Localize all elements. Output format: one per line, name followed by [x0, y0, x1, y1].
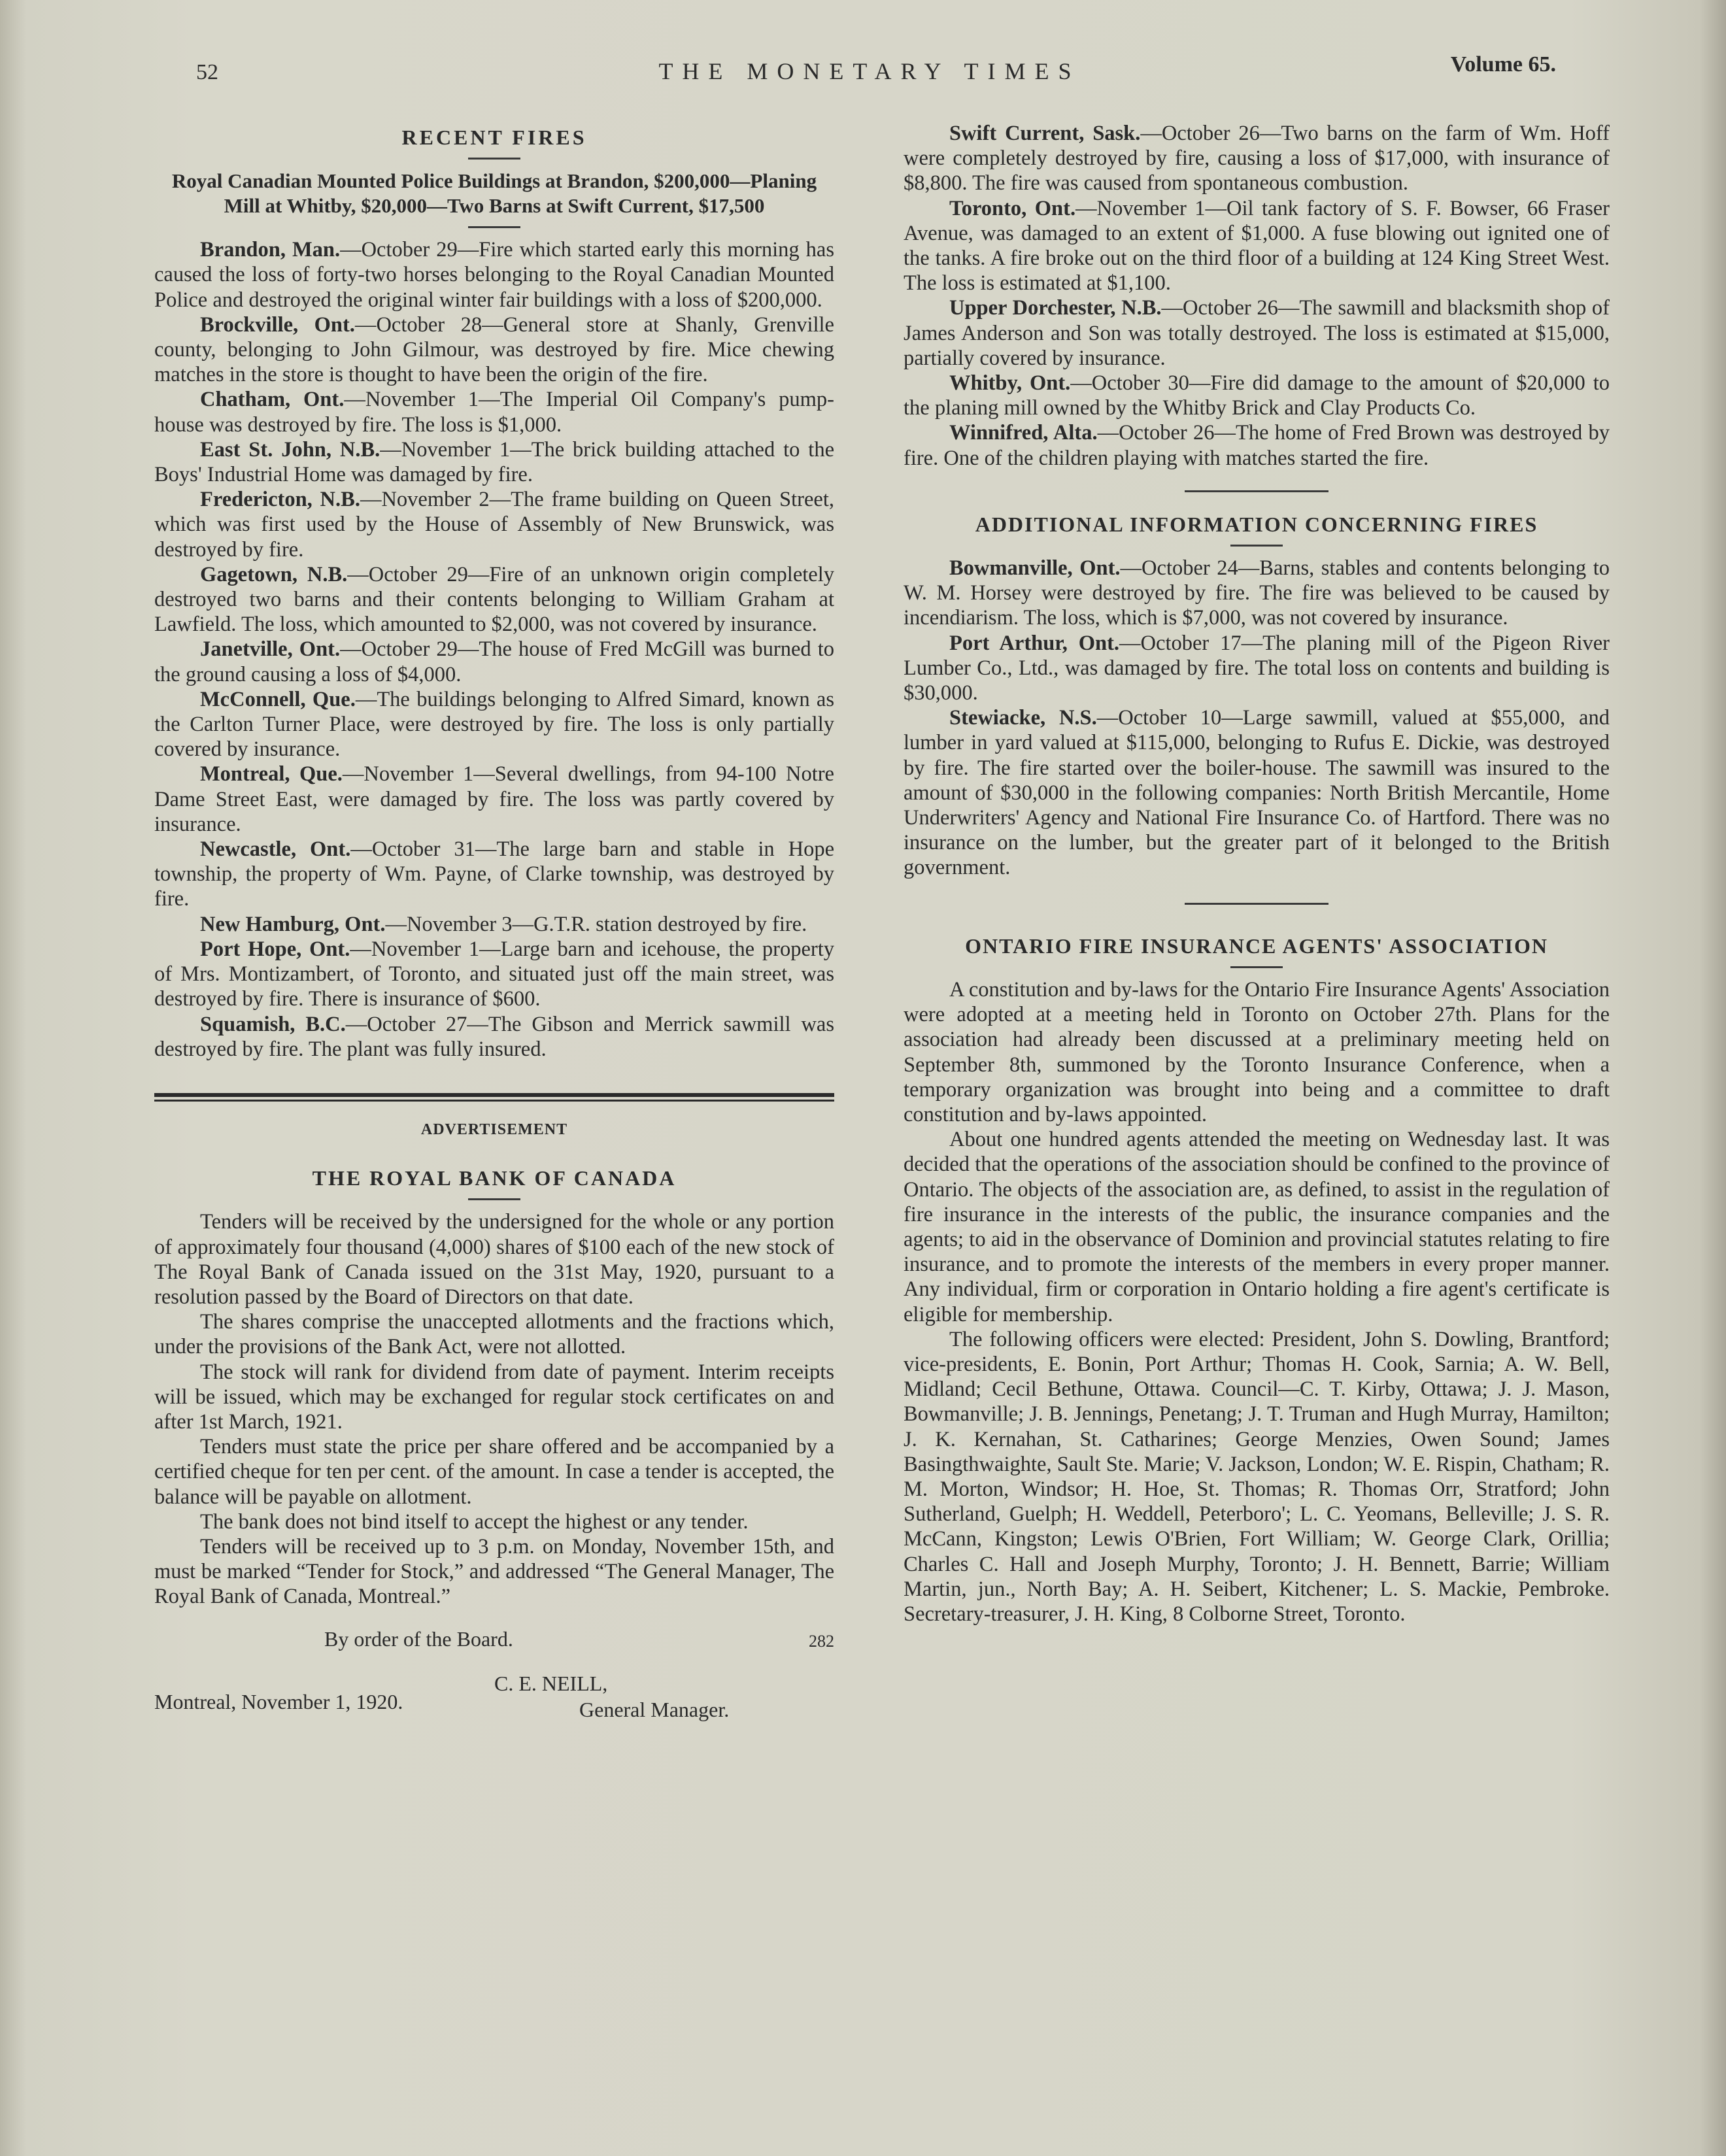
- report-text: —October 29—The house of Fred McGill was burned to the ground causing a loss of $4,000.: [154, 637, 834, 686]
- right-column: [904, 121, 1610, 1626]
- report-place: Janetville, Ont.: [200, 637, 341, 662]
- report-text: —October 29—Fire which started early this morning has caused the loss of forty-two horses belonging to the Royal Canadian Mounted Police and destroyed the original winter fair buildings with a loss of $200,000.: [154, 238, 834, 312]
- report-text: —October 28—General store at Shanly, Grenville county, belonging to John Gilmour, was destroyed by fire. Mice chewing matches in the store is thought to have been the origin of the fire.: [154, 312, 834, 387]
- report-place: Whitby, Ont.: [949, 371, 1071, 396]
- report-text: —October 29—Fire of an unknown origin completely destroyed two barns and their contents belonging to William Graham at Lawfield. The loss, which amounted to $2,000, was not covered by insurance.: [154, 562, 834, 637]
- fire-report: [904, 196, 1610, 296]
- report-place: Bowmanville, Ont.: [949, 556, 1121, 581]
- report-place: Port Hope, Ont.: [200, 937, 350, 961]
- section-divider: [1185, 490, 1328, 492]
- fire-reports-list: [154, 237, 834, 1062]
- fire-reports-continued: [904, 121, 1610, 471]
- left-column: [154, 121, 834, 1731]
- report-place: New Hamburg, Ont.: [200, 912, 386, 936]
- section-double-rule: [154, 1093, 834, 1102]
- page-header: [157, 52, 1582, 92]
- report-place: Squamish, B.C.: [200, 1012, 346, 1036]
- report-text: —November 1—Large barn and icehouse, the property of Mrs. Montizambert, of Toronto, and situated just off the main street, was destroyed by fire. There is insurance of $600.: [154, 937, 834, 1011]
- report-place: Newcastle, Ont.: [200, 837, 351, 862]
- fire-report: [904, 420, 1610, 470]
- advertisement-signoff: [154, 1626, 834, 1731]
- report-text: —October 31—The large barn and stable in Hope township, the property of Wm. Payne, of Clarke township, was destroyed by fire.: [154, 837, 834, 911]
- page-number: 52: [196, 60, 218, 84]
- divider: [1230, 966, 1283, 968]
- ad-number: 282: [809, 1631, 834, 1651]
- signer-title: General Manager.: [579, 1697, 730, 1721]
- fire-report: [154, 1012, 834, 1062]
- volume-label: Volume 65.: [1450, 52, 1556, 76]
- report-place: Upper Dorchester, N.B.: [949, 296, 1162, 320]
- report-place: Swift Current, Sask.: [949, 122, 1141, 145]
- report-text: —October 24—Barns, stables and contents belonging to W. M. Horsey were destroyed by fire. The fire was believed to be caused by incendiarism. The loss, which is $7,000, was not covered by insurance.: [904, 556, 1610, 630]
- report-text: —October 10—Large sawmill, valued at $55,000, and lumber in yard valued at $115,000, belonging to Rufus E. Dickie, was destroyed by fire. The fire started over the boiler-house. The sawmill was insured to the amount of $30,000 in the following companies: North British Mercantile, Home Underwriters' Agency and National Fire Insurance Co. of Hartford. There was no insurance on the lumber, but the greater part of it belonged to the British government.: [904, 706, 1610, 880]
- advertisement-title: THE ROYAL BANK OF CANADA: [312, 1166, 677, 1190]
- ontario-association-section: [904, 934, 1610, 1626]
- fire-report: [154, 437, 834, 487]
- paper-title: THE MONETARY TIMES: [658, 58, 1081, 84]
- fire-report: [154, 312, 834, 388]
- recent-fires-heading: RECENT FIRES: [401, 126, 587, 149]
- ad-paragraph: Tenders will be received by the undersigned for the whole or any portion of approximately four thousand (4,000) shares of $100 each of the new stock of The Royal Bank of Canada issued on the 31st May, 1920, pursuant to a resolution passed by the Board of Directors on that date.: [154, 1210, 834, 1309]
- report-text: —November 1—Oil tank factory of S. F. Bowser, 66 Fraser Avenue, was damaged to an extent of $1,000. A fuse blowing out ignited one of the tanks. A fire broke out on the third floor of a building at 124 King Street West. The loss is estimated at $1,100.: [904, 196, 1610, 295]
- additional-info-heading: ADDITIONAL INFORMATION CONCERNING FIRES: [975, 512, 1538, 536]
- report-text: —October 17—The planing mill of the Pigeon River Lumber Co., Ltd., was damaged by fire. The total loss on contents and building is $30,000.: [904, 631, 1610, 705]
- ad-paragraph: The stock will rank for dividend from date of payment. Interim receipts will be issued, which may be exchanged for regular stock certificates on and after 1st March, 1921.: [154, 1360, 834, 1434]
- article-paragraph: About one hundred agents attended the meeting on Wednesday last. It was decided that the operations of the association should be confined to the province of Ontario. The objects of the association are, as defined, to assist in the regulation of fire insurance in the interests of the public, the insurance companies and the agents; to aid in the observance of Dominion and provincial statutes relating to fire insurance, and to promote the interests of the members in every proper manner. Any individual, firm or corporation in Ontario holding a fire agent's certificate is eligible for membership.: [904, 1128, 1610, 1326]
- report-text: —October 30—Fire did damage to the amount of $20,000 to the planing mill owned by the Whitby Brick and Clay Products Co.: [904, 371, 1610, 420]
- report-text: —November 3—G.T.R. station destroyed by fire.: [385, 912, 807, 936]
- report-text: —October 26—Two barns on the farm of Wm. Hoff were completely destroyed by fire, causing a loss of $17,000, with insurance of $8,800. The fire was caused from spontaneous combustion.: [904, 122, 1610, 195]
- report-place: Chatham, Ont.: [200, 388, 345, 412]
- report-text: —November 1—The Imperial Oil Company's pump-house was destroyed by fire. The loss is $1,000.: [154, 388, 834, 437]
- additional-info-section: [904, 512, 1610, 881]
- fire-report: [904, 705, 1610, 880]
- report-text: —The buildings belonging to Alfred Simard, known as the Carlton Turner Place, were destroyed by fire. The loss is only partially covered by insurance.: [154, 687, 835, 762]
- report-text: —October 26—The home of Fred Brown was destroyed by fire. One of the children playing with matches started the fire.: [904, 421, 1610, 470]
- fire-report: [154, 387, 834, 437]
- by-order-line: By order of the Board.: [324, 1626, 513, 1651]
- fire-report: [154, 912, 834, 937]
- report-place: Winnifred, Alta.: [949, 421, 1098, 445]
- report-place: East St. John, N.B.: [200, 437, 381, 462]
- fire-report: [154, 562, 834, 637]
- signer-name: C. E. NEILL,: [494, 1671, 608, 1695]
- report-place: Fredericton, N.B.: [200, 488, 360, 512]
- fire-report: [904, 371, 1610, 420]
- fire-report: [154, 837, 834, 912]
- report-place: Brockville, Ont.: [200, 312, 355, 337]
- fire-report: [154, 637, 834, 686]
- fire-report: [154, 937, 834, 1012]
- report-place: Port Arthur, Ont.: [949, 631, 1120, 655]
- report-place: Montreal, Que.: [200, 762, 343, 786]
- fire-report: [904, 121, 1610, 196]
- fire-report: [904, 631, 1610, 706]
- ad-paragraph: The shares comprise the unaccepted allotments and the fractions which, under the provisions of the Bank Act, were not allotted.: [154, 1310, 834, 1359]
- ontario-association-heading: ONTARIO FIRE INSURANCE AGENTS' ASSOCIATION: [965, 934, 1548, 958]
- article-paragraph: The following officers were elected: President, John S. Dowling, Brantford; vice-presidents, E. Bonin, Port Arthur; Thomas H. Cook, Sarnia; A. W. Bell, Midland; Cecil Bethune, Ottawa. Council—C. T. Kirby, Ottawa; J. J. Mason, Bowmanville; J. B. Jennings, Penetang; J. T. Truman and Hugh Murray, Hamilton; J. K. Kernahan, St. Catharines; George Menzies, Owen Sound; James Basingthwaighte, Sault Ste. Marie; V. Jackson, London; W. E. Rispin, Chatham; R. M. Morton, Windsor; H. Hoe, St. Thomas; R. Thomas Orr, Stratford; John Sutherland, Guelph; H. Weddell, Peterboro'; L. C. Yeomans, Belleville; J. S. R. McCann, Kingston; Lewis O'Brien, Fort William; W. George Clark, Orillia; Charles C. Hall and Joseph Murphy, Toronto; J. H. Bennett, Barrie; William Martin, jun., North Bay; A. H. Seibert, Kitchener; L. S. Mackie, Pembroke. Secretary-treasurer, J. H. King, 8 Colborne Street, Toronto.: [904, 1327, 1610, 1626]
- divider: [1230, 545, 1283, 547]
- divider: [468, 1198, 520, 1200]
- recent-fires-subheading: Royal Canadian Mounted Police Buildings at Brandon, $200,000—Planing Mill at Whitby, $20,000—Two Barns at Swift Current, $17,500: [171, 169, 817, 218]
- divider: [468, 158, 520, 160]
- report-text: —November 1—The brick building attached to the Boys' Industrial Home was damaged by fire.: [154, 437, 835, 487]
- report-place: McConnell, Que.: [200, 687, 356, 711]
- report-place: Toronto, Ont.: [949, 196, 1076, 220]
- divider: [468, 226, 520, 228]
- fire-report: [904, 556, 1610, 631]
- report-place: Stewiacke, N.S.: [949, 706, 1097, 730]
- ad-paragraph: Tenders will be received up to 3 p.m. on Monday, November 15th, and must be marked “Tender for Stock,” and addressed “The General Manager, The Royal Bank of Canada, Montreal.”: [154, 1534, 834, 1609]
- ad-paragraph: The bank does not bind itself to accept the highest or any tender.: [200, 1509, 749, 1534]
- report-text: —October 27—The Gibson and Merrick sawmill was destroyed by fire. The plant was fully insured.: [154, 1012, 835, 1061]
- report-place: Gagetown, N.B.: [200, 562, 348, 586]
- fire-report: [154, 687, 834, 762]
- report-text: —October 26—The sawmill and blacksmith shop of James Anderson and Son was totally destroyed. The loss is estimated at $15,000, partially covered by insurance.: [904, 296, 1610, 370]
- report-text: —November 2—The frame building on Queen Street, which was first used by the House of Assembly of New Brunswick, was destroyed by fire.: [154, 488, 834, 562]
- article-paragraph: A constitution and by-laws for the Ontario Fire Insurance Agents' Association were adopted at a meeting held in Toronto on October 27th. Plans for the association had already been discussed at a preliminary meeting held on September 8th, summoned by the Toronto Insurance Conference, when a temporary organization was brought into being and a committee to draft constitution and by-laws appointed.: [904, 977, 1610, 1126]
- fire-report: [904, 295, 1610, 371]
- advertisement-label: ADVERTISEMENT: [420, 1120, 568, 1138]
- fire-report: [154, 762, 834, 837]
- royal-bank-advertisement: [154, 1117, 834, 1731]
- section-divider: [1185, 903, 1328, 905]
- report-text: —November 1—Several dwellings, from 94-100 Notre Dame Street East, were damaged by fire. The loss was partly covered by insurance.: [154, 762, 834, 836]
- ad-paragraph: Tenders must state the price per share offered and be accompanied by a certified cheque for ten per cent. of the amount. In case a tender is accepted, the balance will be payable on allotment.: [154, 1435, 834, 1509]
- fire-report: [154, 237, 834, 312]
- place-date: Montreal, November 1, 1920.: [154, 1689, 403, 1713]
- fire-report: [154, 487, 834, 562]
- report-place: Brandon, Man.: [200, 238, 341, 262]
